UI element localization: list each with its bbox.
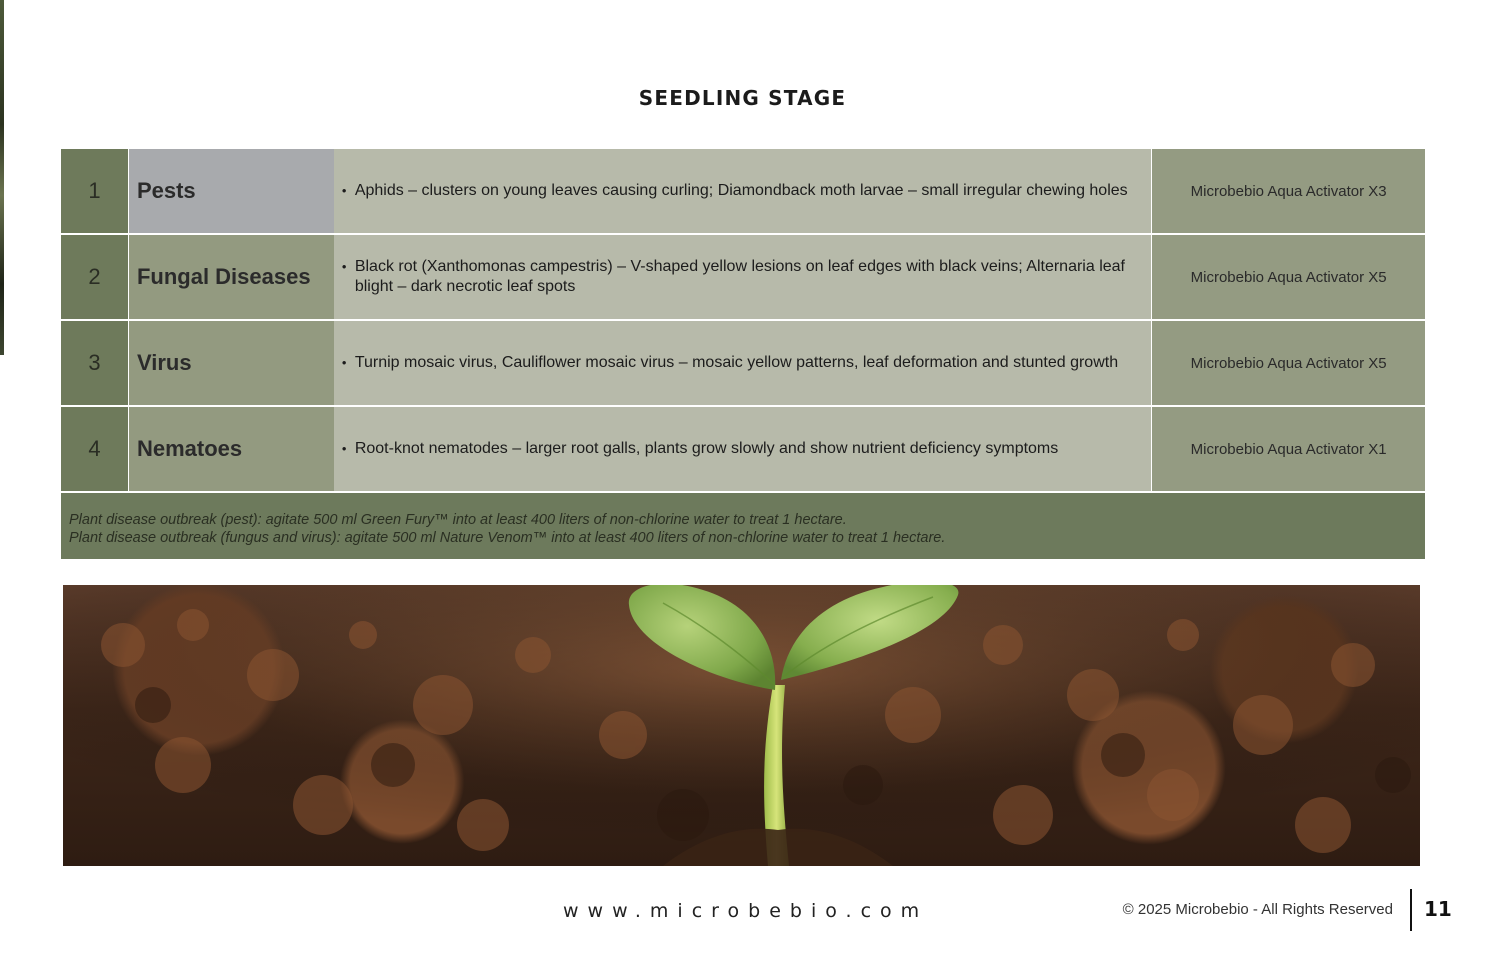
row-description-text: Aphids – clusters on young leaves causing curling; Diamondback moth larvae – small irregular chewing holes: [354, 182, 1128, 199]
disease-table: [61, 149, 1425, 559]
row-product: Microbebio Aqua Activator X5: [1152, 321, 1425, 405]
row-description: [334, 235, 1151, 319]
row-number: 1: [61, 149, 128, 233]
page-number: 11: [1424, 897, 1452, 921]
treatment-note: [61, 493, 1425, 559]
note-line-pest: Plant disease outbreak (pest): agitate 500 ml Green Fury™ into at least 400 liters of non-chlorine water to treat 1 hectare.: [69, 512, 847, 528]
note-line-fungus-virus: Plant disease outbreak (fungus and virus): agitate 500 ml Nature Venom™ into at least 400 liters of non-chlorine water to treat 1 hectare.: [69, 530, 946, 546]
row-category: Fungal Diseases: [129, 235, 334, 319]
row-number: 4: [61, 407, 128, 491]
table-row: [61, 321, 1425, 405]
row-product: Microbebio Aqua Activator X1: [1152, 407, 1425, 491]
table-row: [61, 407, 1425, 491]
seedling-illustration: [63, 585, 1420, 866]
table-row: [61, 149, 1425, 233]
row-description: [334, 149, 1151, 233]
footer-website[interactable]: www.microbebio.com: [563, 900, 929, 922]
row-description: [334, 407, 1151, 491]
row-number: 3: [61, 321, 128, 405]
row-description-text: Turnip mosaic virus, Cauliflower mosaic virus – mosaic yellow patterns, leaf deformation and stunted growth: [354, 354, 1119, 371]
footer-divider: [1410, 889, 1412, 931]
row-category: Nematoes: [129, 407, 334, 491]
row-category: Pests: [129, 149, 334, 233]
row-description-text: Root-knot nematodes – larger root galls, plants grow slowly and show nutrient deficiency symptoms: [354, 440, 1059, 457]
bullet-icon: •: [341, 441, 347, 456]
bullet-icon: •: [341, 259, 347, 274]
footer-copyright: © 2025 Microbebio - All Rights Reserved: [1122, 901, 1393, 918]
seedling-photo: [63, 585, 1420, 866]
bullet-icon: •: [341, 183, 347, 198]
row-product: Microbebio Aqua Activator X5: [1152, 235, 1425, 319]
table-row: [61, 235, 1425, 319]
row-description: [334, 321, 1151, 405]
bullet-icon: •: [341, 355, 347, 370]
row-number: 2: [61, 235, 128, 319]
row-category: Virus: [129, 321, 334, 405]
row-product: Microbebio Aqua Activator X3: [1152, 149, 1425, 233]
row-description-text: Black rot (Xanthomonas campestris) – V-shaped yellow lesions on leaf edges with black veins; Alternaria leaf blight – dark necrotic leaf spots: [354, 258, 1125, 295]
edge-photo-strip: [0, 0, 4, 355]
page-title: SEEDLING STAGE: [638, 86, 847, 110]
